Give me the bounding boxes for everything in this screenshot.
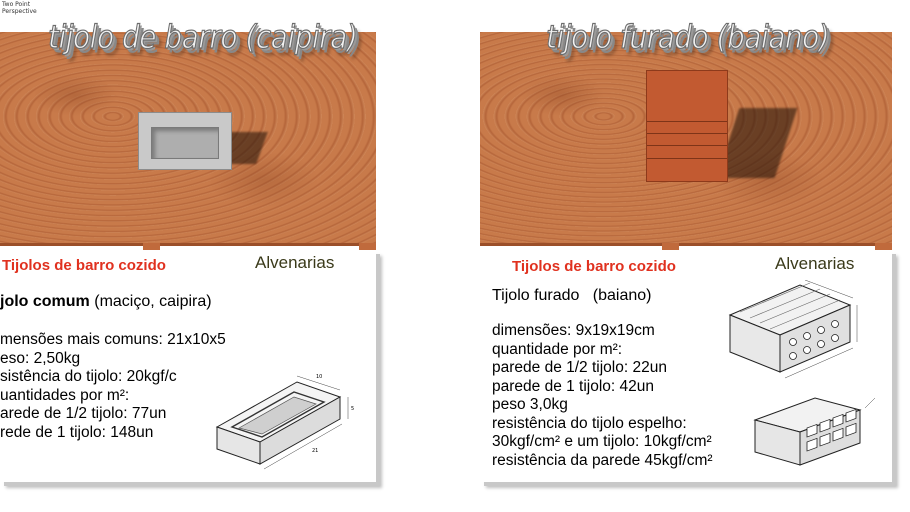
hollow-brick-model xyxy=(646,70,728,182)
spec-line: rede de 1 tijolo: 148un xyxy=(0,423,154,441)
perspective-label xyxy=(2,1,37,15)
spec-line: 30kgf/cm² e um tijolo: 10kgf/cm² xyxy=(492,433,712,450)
subtitle-bold: Tijolo furado xyxy=(492,287,580,304)
spec-line: dimensões: 9x19x19cm xyxy=(492,322,655,339)
spec-line: parede de 1 tijolo: 42un xyxy=(492,377,655,395)
spec-line: mensões mais comuns: 21x10x5 xyxy=(0,331,226,348)
perspective-label-line: Two Point xyxy=(2,1,31,8)
subtitle-rest: (maciço, caipira) xyxy=(94,293,212,310)
right-scene-title: tijolo furado (baiano) xyxy=(546,18,830,56)
spec-line: quantidade por m²: xyxy=(492,340,623,358)
perspective-label-line: Perspective xyxy=(2,8,37,15)
panel-section: Alvenarias xyxy=(255,253,335,272)
brick-groove xyxy=(647,145,727,146)
spec-line: resistência da parede 45kgf/cm² xyxy=(492,451,713,469)
subtitle-rest: (baiano) xyxy=(592,287,652,304)
brick-groove xyxy=(647,158,727,159)
spec-list xyxy=(492,322,713,470)
panel-header: Tijolos de barro cozido xyxy=(2,257,166,274)
right-info-panel xyxy=(480,250,892,482)
dimension-label: 10 xyxy=(316,374,323,380)
left-scene-title: tijolo de barro (caipira) xyxy=(48,18,358,56)
dimension-label: 5 xyxy=(351,406,355,412)
spec-list xyxy=(0,331,226,442)
spec-line: arede de 1/2 tijolo: 77un xyxy=(0,405,167,422)
spec-line: eso: 2,50kg xyxy=(0,349,81,367)
solid-brick-model xyxy=(138,112,232,170)
spec-line: uantidades por m²: xyxy=(0,386,130,404)
spec-line: resistência do tijolo espelho: xyxy=(492,414,687,432)
spec-line: peso 3,0kg xyxy=(492,396,568,413)
brick-groove xyxy=(647,121,727,122)
panel-subtitle xyxy=(492,287,652,305)
solid-brick-drawing xyxy=(212,372,362,472)
hollow-brick-drawings xyxy=(725,280,885,470)
left-info-panel xyxy=(0,250,376,482)
brick-groove xyxy=(647,133,727,134)
spec-line: sistência do tijolo: 20kgf/c xyxy=(0,368,177,385)
panel-section: Alvenarias xyxy=(775,254,855,273)
panel-header: Tijolos de barro cozido xyxy=(512,258,676,275)
panel-subtitle xyxy=(0,293,212,311)
subtitle-bold: jolo comum xyxy=(0,293,90,310)
brick-frog-recess xyxy=(151,127,219,159)
spec-line: parede de 1/2 tijolo: 22un xyxy=(492,359,667,376)
dimension-label: 21 xyxy=(312,448,319,454)
